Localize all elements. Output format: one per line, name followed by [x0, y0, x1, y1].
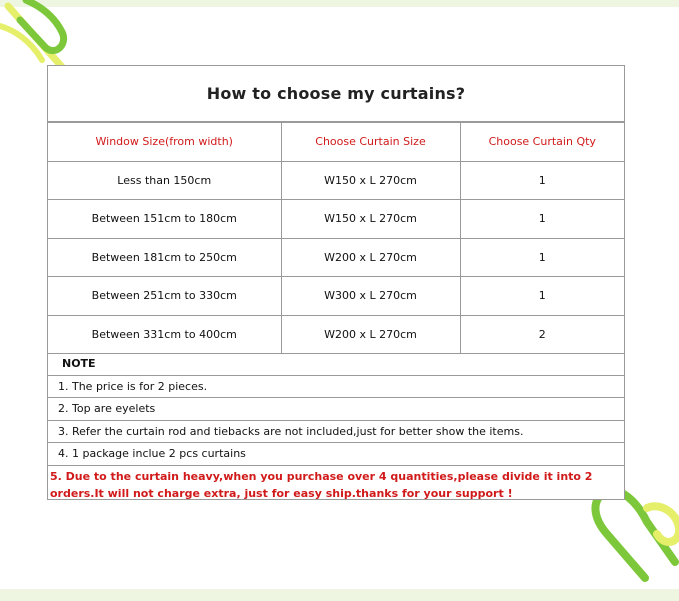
table-row	[48, 161, 624, 200]
cell-window-size: Less than 150cm	[48, 161, 281, 200]
note-item: 3. Refer the curtain rod and tiebacks are not included,just for better show the items.	[48, 421, 624, 444]
cell-window-size: Between 251cm to 330cm	[48, 277, 281, 316]
top-band	[0, 0, 679, 7]
note-warning: 5. Due to the curtain heavy,when you purchase over 4 quantities,please divide it into 2 orders.It will not charge extra, just for easy ship.thanks for your support !	[50, 469, 593, 500]
bottom-band	[0, 589, 679, 601]
page-title: How to choose my curtains?	[48, 66, 624, 122]
table-row	[48, 238, 624, 277]
notes-heading: NOTE	[48, 353, 624, 376]
note-item: 1. The price is for 2 pieces.	[48, 376, 624, 399]
cell-window-size: Between 181cm to 250cm	[48, 238, 281, 277]
notes-section	[48, 353, 624, 502]
cell-window-size: Between 151cm to 180cm	[48, 200, 281, 239]
cell-curtain-qty: 1	[460, 200, 624, 239]
cell-curtain-size: W150 x L 270cm	[281, 200, 460, 239]
table-row	[48, 200, 624, 239]
cell-curtain-qty: 1	[460, 238, 624, 277]
cell-curtain-qty: 1	[460, 277, 624, 316]
table-row	[48, 277, 624, 316]
table-header-row	[48, 123, 624, 162]
curtain-size-guide	[47, 65, 625, 500]
cell-curtain-size: W200 x L 270cm	[281, 238, 460, 277]
cell-curtain-size: W300 x L 270cm	[281, 277, 460, 316]
column-header-curtain-qty: Choose Curtain Qty	[460, 123, 624, 162]
note-item: 4. 1 package inclue 2 pcs curtains	[48, 443, 624, 466]
cell-curtain-size: W150 x L 270cm	[281, 161, 460, 200]
column-header-window-size: Window Size(from width)	[48, 123, 281, 162]
cell-curtain-qty: 2	[460, 315, 624, 354]
cell-curtain-qty: 1	[460, 161, 624, 200]
cell-curtain-size: W200 x L 270cm	[281, 315, 460, 354]
size-table	[48, 122, 624, 354]
table-row	[48, 315, 624, 354]
cell-window-size: Between 331cm to 400cm	[48, 315, 281, 354]
column-header-curtain-size: Choose Curtain Size	[281, 123, 460, 162]
note-item: 2. Top are eyelets	[48, 398, 624, 421]
